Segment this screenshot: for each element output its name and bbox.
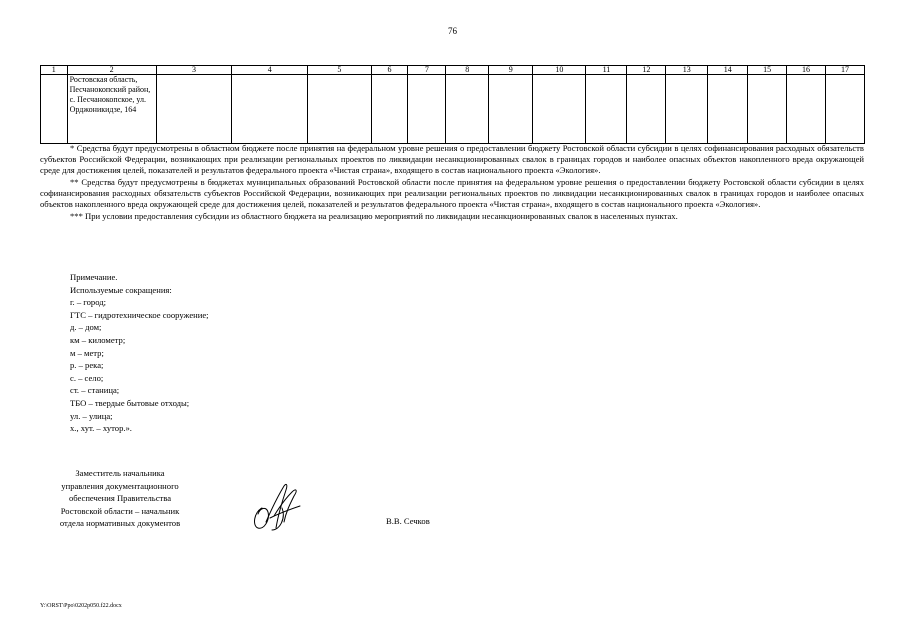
column-header: 13 [666,66,708,75]
table-cell [627,75,666,144]
column-header: 6 [371,66,408,75]
column-header: 14 [708,66,748,75]
table-cell [41,75,68,144]
abbreviations-note [70,271,209,435]
data-table [40,65,865,144]
table-cell [232,75,308,144]
column-header: 17 [825,66,864,75]
abbreviation-item: с. – село; [70,372,104,383]
signer-title [38,467,202,530]
abbreviation-item: ул. – улица; [70,410,113,421]
file-path: Y:\ORST\Ppo\0202p050.f22.docx [40,603,122,609]
abbreviation-item: ТБО – твердые бытовые отходы; [70,397,190,408]
abbreviation-item: ГТС – гидротехническое сооружение; [70,309,209,320]
column-header: 8 [446,66,489,75]
column-header: 15 [748,66,787,75]
table-header-row [41,66,865,75]
abbreviation-item: д. – дом; [70,322,102,333]
table-cell [825,75,864,144]
signer-title-line: Ростовской области – начальник [60,505,180,516]
signer-title-line: обеспечения Правительства [68,493,172,503]
table-cell [666,75,708,144]
signer-name: В.В. Сечков [386,516,430,526]
column-header: 16 [787,66,826,75]
footnote: *** При условии предоставления субсидии из областного бюджета на реализацию мероприятий по ликвидации несанкционированных свалок в населенных пунктах. [70,211,678,221]
abbreviation-item: ст. – станица; [70,385,120,396]
note-subtitle: Используемые сокращения: [70,284,172,295]
abbreviation-item: р. – река; [70,360,104,371]
column-header: 10 [533,66,586,75]
abbreviation-item: г. – город; [70,297,107,308]
column-header: 12 [627,66,666,75]
table-cell [787,75,826,144]
column-header: 3 [156,66,232,75]
signer-title-line: Заместитель начальника [75,468,165,478]
signer-title-line: отдела нормативных документов [59,518,181,528]
abbreviation-item: км – километр; [70,334,126,345]
table-cell [708,75,748,144]
column-header: 2 [67,66,156,75]
table-cell [586,75,627,144]
footnote: ** Средства будут предусмотрены в бюджетах муниципальных образований Ростовской области после принятия на федеральном уровне решения о предоставлении бюджету Ростовской области субсидии в целях софинансирования расходных обязательств субъектов Российской Федерации, возникающих при реализации региональных проектов по ликвидации несанкционированных свалок в границах городов и наиболее опасных объектов накопленного вреда окружающей среде для достижения целей, показателей и результатов федерального проекта «Чистая страна», входящего в состав национального проекта «Экология». [40,177,864,209]
footnote: * Средства будут предусмотрены в областном бюджете после принятия на федеральном уровне решения о предоставлении бюджету Ростовской области субсидии в целях софинансирования расходных обязательств субъектов Российской Федерации, возникающих при реализации региональных проектов по ликвидации несанкционированных свалок в границах городов и наиболее опасных объектов накопленного вреда окружающей среде для достижения целей, показателей и результатов федерального проекта «Чистая страна», входящего в состав национального проекта «Экология». [40,143,864,175]
signer-title-line: управления документационного [61,480,179,491]
column-header: 9 [489,66,533,75]
table-cell: Ростовская область, Песчанокопский район, с. Песчанокопское, ул. Орджоникидзе, 164 [67,75,156,144]
footnotes [40,143,864,223]
table-cell [446,75,489,144]
column-header: 5 [308,66,371,75]
table-cell [533,75,586,144]
table-cell [156,75,232,144]
handwritten-signature [248,478,308,534]
table-cell [308,75,371,144]
column-header: 11 [586,66,627,75]
abbreviation-item: м – метр; [70,347,104,358]
table-cell [489,75,533,144]
column-header: 7 [408,66,446,75]
table-cell [371,75,408,144]
abbreviation-item: х., хут. – хутор.». [70,423,132,434]
table-cell [408,75,446,144]
column-header: 4 [232,66,308,75]
page-number: 76 [448,26,457,36]
column-header: 1 [41,66,68,75]
table-cell [748,75,787,144]
note-title: Примечание. [70,272,118,282]
table-row [41,75,865,144]
